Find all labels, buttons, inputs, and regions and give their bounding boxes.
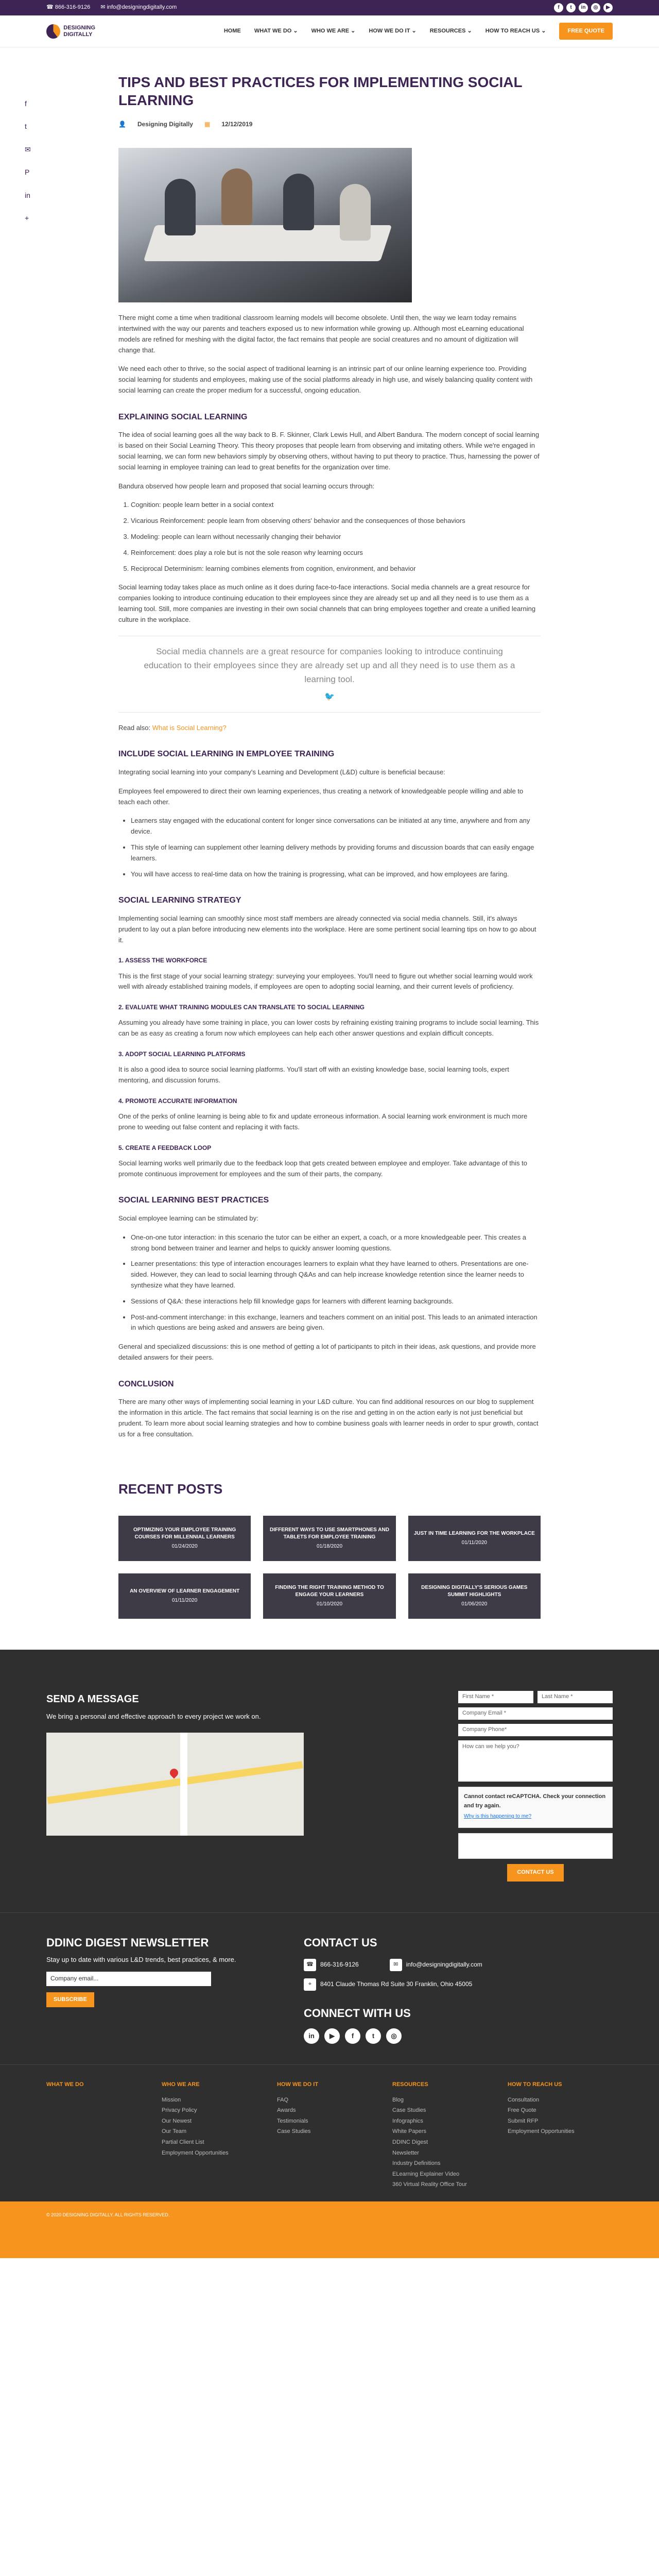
footer-link[interactable]: Testimonials	[277, 2117, 308, 2124]
footer-link[interactable]: Newsletter	[392, 2149, 419, 2156]
hero-image	[118, 148, 412, 302]
list-item: 4. Reinforcement: does play a role but is not the sole reason why learning occurs	[131, 548, 541, 558]
page-title: TIPS AND BEST PRACTICES FOR IMPLEMENTING SOCIAL LEARNING	[118, 74, 523, 108]
footer-link[interactable]: Free Quote	[508, 2107, 536, 2114]
footer	[0, 1650, 659, 2258]
contact-email[interactable]: ✉ info@designingdigitally.com	[390, 1959, 482, 1971]
hero-person	[283, 174, 314, 230]
section-heading: INCLUDE SOCIAL LEARNING IN EMPLOYEE TRAINING	[118, 750, 335, 759]
share-twitter-icon[interactable]: t	[25, 122, 27, 131]
sub-heading: 1. ASSESS THE WORKFORCE	[118, 957, 207, 964]
list-item: • This style of learning can supplement other learning delivery methods by providing forums and discussion boards that can easily engage learners.	[131, 842, 541, 864]
paragraph: Assuming you already have some training in place, you can lower costs by refraining existing training programs to include social learning. This can be as easy as creating a forum now which employees can help each other answer questions and explain difficult concepts.	[118, 1019, 539, 1038]
footer-link[interactable]: Mission	[162, 2096, 181, 2103]
top-bar	[0, 0, 659, 15]
newsletter-contact	[0, 1912, 659, 2064]
read-also: Read also: What is Social Learning?	[118, 723, 227, 732]
nav-reach-us[interactable]: HOW TO REACH US ⌄	[485, 27, 546, 34]
nav-home[interactable]: HOME	[223, 27, 241, 34]
sub-heading: 5. CREATE A FEEDBACK LOOP	[118, 1144, 212, 1151]
paragraph: One of the perks of online learning is being able to fix and update erroneous information. A social learning work environment is much more prone to weeding out false content and replacing it with facts.	[118, 1112, 528, 1131]
footer-link[interactable]: Employment Opportunities	[508, 2128, 575, 2135]
subscribe-button[interactable]: SUBSCRIBE	[46, 1992, 94, 2008]
paragraph: Implementing social learning can smoothly since most staff members are already connected via social media channels. Still, it's always prudent to lay out a plan before introducing new elements into the workplace. Here are some pertinent social learning tips on how to go about it.	[118, 914, 536, 944]
paragraph: Social employee learning can be stimulated by:	[118, 1214, 258, 1222]
post-card[interactable]: AN OVERVIEW OF LEARNER ENGAGEMENT 01/11/2020	[118, 1573, 251, 1619]
footer-link[interactable]: Case Studies	[277, 2128, 311, 2135]
youtube-icon[interactable]: ▶	[324, 2028, 340, 2044]
author[interactable]: Designing Digitally	[137, 121, 193, 128]
paragraph: General and specialized discussions: this is one method of getting a lot of participants to pitch in their ideas, ask questions, and provide more detailed answers for their peers.	[118, 1343, 536, 1361]
youtube-icon[interactable]: ▶	[603, 3, 613, 12]
paragraph: Social learning today takes place as much online as it does during face-to-face interactions. Social media channels are a great resource for companies looking to introduce continuing education to their employees since they are already set up and all they need is to use them as a learning tool. Still, more companies are investing in their own social channels that can bring employees together and create a unified learning culture in the workplace.	[118, 583, 536, 623]
contact-us-button[interactable]: CONTACT US	[507, 1864, 564, 1882]
free-quote-button[interactable]: FREE QUOTE	[559, 23, 613, 40]
linkedin-icon[interactable]: in	[579, 3, 588, 12]
post-card[interactable]: DIFFERENT WAYS TO USE SMARTPHONES AND TABLETS FOR EMPLOYEE TRAINING 01/18/2020	[263, 1516, 395, 1561]
share-facebook-icon[interactable]: f	[25, 99, 27, 108]
nav-what-we-do[interactable]: WHAT WE DO ⌄	[254, 27, 298, 34]
section-heading: EXPLAINING SOCIAL LEARNING	[118, 412, 248, 421]
newsletter-sub: Stay up to date with various L&D trends, best practices, & more.	[46, 1955, 236, 1963]
map-road	[180, 1733, 187, 1836]
recent-posts	[118, 1448, 541, 1619]
list-item: • Learner presentations: this type of interaction encourages learners to explain what they have learned to others. Presentations are one-sided. However, they can lead to social learning through Q&As and can help increase knowledge retention since the learner needs to synthesize what they have learned.	[131, 1259, 541, 1291]
bandura-list	[131, 500, 541, 574]
list-item: • You will have access to real-time data on how the training is progressing, what can be improved, and how employees are faring.	[131, 869, 541, 880]
best-practices-list	[131, 1232, 541, 1333]
sub-heading: 3. ADOPT SOCIAL LEARNING PLATFORMS	[118, 1050, 246, 1058]
paragraph: There are many other ways of implementing social learning in your L&D culture. You can find additional resources on our blog to supplement the information in this article. The fact remains that social learning is on the rise and getting in on the action early is not just beneficial but prudent. To learn more about social learning strategies and how to combine business goals with learner needs in order to spur growth, contact us for a free consultation.	[118, 1398, 539, 1438]
tweet-icon[interactable]: 🐦	[324, 692, 335, 702]
list-item: 5. Reciprocal Determinism: learning combines elements from cognition, environment, and behavior	[131, 564, 541, 574]
footer-link[interactable]: Case Studies	[392, 2107, 426, 2114]
hero-person	[165, 179, 196, 235]
article	[118, 47, 541, 1439]
paragraph: This is the first stage of your social learning strategy: surveying your employees. You'll need to figure out whether social learning would work well with already established training models, if employees are open to adopting social learning, and their current levels of proficiency.	[118, 972, 533, 991]
list-item: • Learners stay engaged with the educational content for longer since conversations can be initiated at any time, anywhere and from any device.	[131, 816, 541, 837]
footer-link[interactable]: Awards	[277, 2107, 296, 2114]
calendar-icon: ▦	[204, 121, 211, 128]
post-card[interactable]: JUST IN TIME LEARNING FOR THE WORKPLACE 01/11/2020	[408, 1516, 541, 1561]
bottom-bar: © 2020 DESIGNING DIGITALLY. ALL RIGHTS RESERVED.	[0, 2201, 659, 2258]
footer-link[interactable]: Industry Definitions	[392, 2160, 441, 2167]
facebook-icon[interactable]: f	[345, 2028, 360, 2044]
list-item: 1. Cognition: people learn better in a social context	[131, 500, 541, 511]
footer-link[interactable]: Infographics	[392, 2117, 423, 2124]
post-meta	[118, 120, 541, 129]
recaptcha-box	[458, 1833, 613, 1859]
paragraph: It is also a good idea to source social learning platforms. You'll start off with an existing knowledge base, social learning tools, expert mentoring, and discussion forums.	[118, 1065, 509, 1084]
intro-paragraph: There might come a time when traditional classroom learning models will become obsolete. Until then, the way we learn today remains intertwined with the way our parents and teachers exposed us to new information while growing up. Although most eLearning educational models are refined for meshing with the digital factor, the fact remains that people are social creatures and no amount of digitization will change that.	[118, 314, 524, 354]
nav-how-we-do-it[interactable]: HOW WE DO IT ⌄	[369, 27, 417, 34]
linkedin-icon[interactable]: in	[304, 2028, 319, 2044]
email-link[interactable]: ✉ info@designingdigitally.com	[100, 4, 177, 11]
footer-link[interactable]: Employment Opportunities	[162, 2149, 229, 2156]
footer-link[interactable]: Submit RFP	[508, 2117, 539, 2124]
author-icon: 👤	[118, 121, 126, 128]
first-name-field[interactable]: First Name *	[458, 1691, 533, 1703]
footer-link[interactable]: 360 Virtual Reality Office Tour	[392, 2181, 467, 2188]
instagram-icon[interactable]: ◎	[591, 3, 600, 12]
last-name-field[interactable]: Last Name *	[537, 1691, 613, 1703]
location-map[interactable]	[46, 1733, 304, 1836]
footer-link[interactable]: ELearning Explainer Video	[392, 2171, 460, 2177]
connect-title: CONNECT WITH US	[304, 2006, 411, 2020]
footer-link[interactable]: Partial Client List	[162, 2139, 204, 2145]
phone-icon: ☎	[304, 1959, 316, 1971]
benefits-list	[131, 816, 541, 879]
post-card[interactable]: FINDING THE RIGHT TRAINING METHOD TO ENGAGE YOUR LEARNERS 01/10/2020	[263, 1573, 395, 1619]
section-heading: CONCLUSION	[118, 1379, 174, 1388]
footer-social	[304, 2028, 520, 2044]
email-icon: ✉	[390, 1959, 402, 1971]
post-date: 12/12/2019	[221, 121, 253, 128]
list-item: • One-on-one tutor interaction: in this scenario the tutor can be either an expert, a coach, or a more knowledgeable peer. This creates a strong bond between trainer and learner and helps to quickly answer looming questions.	[131, 1232, 541, 1254]
share-more-icon[interactable]: +	[25, 213, 29, 222]
post-card[interactable]: DESIGNING DIGITALLY'S SERIOUS GAMES SUMMIT HIGHLIGHTS 01/06/2020	[408, 1573, 541, 1619]
contact-form	[458, 1691, 613, 1882]
twitter-icon[interactable]: t	[366, 2028, 381, 2044]
share-linkedin-icon[interactable]: in	[25, 191, 30, 199]
list-item: • Sessions of Q&A: these interactions help fill knowledge gaps for learners with different learning backgrounds.	[131, 1296, 541, 1307]
nav-resources[interactable]: RESOURCES ⌄	[429, 27, 472, 34]
sub-heading: 4. PROMOTE ACCURATE INFORMATION	[118, 1097, 237, 1105]
header	[0, 15, 659, 47]
map-road	[47, 1761, 303, 1804]
send-message-title: SEND A MESSAGE	[46, 1693, 139, 1705]
list-item: 2. Vicarious Reinforcement: people learn from observing others' behavior and the consequences of those behaviors	[131, 516, 541, 527]
intro-paragraph: We need each other to thrive, so the social aspect of traditional learning is an intrinsic part of our online learning experience too. Providing social learning for students and employees, making use of the social platforms already in high use, and wisely balancing quality content with social learning can create the proper medium for a successful, ongoing education.	[118, 365, 533, 394]
share-pinterest-icon[interactable]: P	[25, 168, 30, 177]
hero-person	[340, 184, 371, 241]
footer-link[interactable]: Our Newest	[162, 2117, 192, 2124]
recent-posts-grid	[118, 1516, 541, 1619]
message-textarea[interactable]: How can we help you?	[458, 1740, 613, 1782]
paragraph: The idea of social learning goes all the way back to B. F. Skinner, Clark Lewis Hull, and Albert Bandura. The modern concept of social learning is based on their Social Learning Theory. This theory proposes that people learn from observing and imitating others. While we're engaged in social learning, we can form new behaviors simply by observing others, without having to put theory to practice. Thus, harnessing the power of social learning in employee training can lead to great benefits for the organization over time.	[118, 431, 540, 471]
section-heading: SOCIAL LEARNING STRATEGY	[118, 896, 241, 905]
main-nav	[224, 23, 613, 40]
paragraph: Bandura observed how people learn and proposed that social learning occurs through:	[118, 482, 375, 490]
pull-quote: Social media channels are a great resource for companies looking to introduce continuing education to their employees since they are already set up and all they need is to use them as a learning tool. 🐦	[118, 636, 541, 713]
recaptcha-help-link[interactable]: Why is this happening to me?	[464, 1814, 532, 1820]
contact-title: CONTACT US	[304, 1936, 377, 1949]
logo-mark	[46, 24, 60, 39]
list-item: • Post-and-comment interchange: in this exchange, learners and teachers comment on an initial post. This leads to an animated interaction in which questions are being asked and answers are being given.	[131, 1312, 541, 1334]
send-message-sub: We bring a personal and effective approach to every project we work on.	[46, 1713, 261, 1721]
footer-link[interactable]: Consultation	[508, 2096, 540, 2103]
top-social	[554, 3, 613, 12]
read-also-link[interactable]: What is Social Learning?	[152, 723, 227, 732]
newsletter-title: DDINC DIGEST NEWSLETTER	[46, 1936, 209, 1949]
footer-link[interactable]: White Papers	[392, 2128, 427, 2135]
contact-address[interactable]: ⌖ 8401 Claude Thomas Rd Suite 30 Franklin, Ohio 45005	[304, 1978, 472, 1991]
facebook-icon[interactable]: f	[554, 3, 563, 12]
share-email-icon[interactable]: ✉	[25, 145, 31, 154]
send-message-section	[0, 1650, 659, 1912]
share-bar	[25, 98, 31, 224]
footer-link[interactable]: Blog	[392, 2096, 404, 2103]
paragraph: Employees feel empowered to direct their own learning experiences, thus creating a network of knowledgeable people willing and able to teach each other.	[118, 787, 524, 806]
section-heading: SOCIAL LEARNING BEST PRACTICES	[118, 1196, 269, 1205]
map-pin-icon	[168, 1767, 180, 1779]
footer-link[interactable]: DDINC Digest	[392, 2139, 428, 2145]
location-icon: ⌖	[304, 1978, 316, 1991]
paragraph: Social learning works well primarily due to the feedback loop that gets created between employee and employer. Take advantage of this to promote continuous improvement for employees and the sum of their parts, the company.	[118, 1159, 527, 1178]
footer-link[interactable]: Privacy Policy	[162, 2107, 197, 2114]
contact-phone[interactable]: ☎ 866-316-9126	[304, 1959, 359, 1971]
recent-posts-title: RECENT POSTS	[118, 1481, 223, 1497]
logo[interactable]: DESIGNING DIGITALLY	[46, 22, 95, 41]
footer-link[interactable]: FAQ	[277, 2096, 289, 2103]
newsletter-email-input[interactable]: Company email...	[46, 1972, 211, 1986]
footer-links: WHAT WE DO WHO WE ARE Mission Privacy Policy Our Newest Our Team Partial Client List Employment Opportunities HOW WE DO IT FAQ Awards Testimonials Case Studies RESOURCES Blog Case Studies Infographics White Papers DDINC Digest Newsletter Industry Definitions ELearning Explainer Video 360 Virtual Reality Office Tour HOW TO REACH US Consultation Free Quote Submit RFP Employment Opportunities	[0, 2064, 659, 2201]
company-phone-field[interactable]: Company Phone*	[458, 1724, 613, 1736]
paragraph: Integrating social learning into your company's Learning and Development (L&D) culture is beneficial because:	[118, 768, 445, 776]
twitter-icon[interactable]: t	[566, 3, 576, 12]
recaptcha[interactable]: Cannot contact reCAPTCHA. Check your connection and try again. Why is this happening to me?	[458, 1787, 613, 1828]
sub-heading: 2. EVALUATE WHAT TRAINING MODULES CAN TRANSLATE TO SOCIAL LEARNING	[118, 1004, 365, 1011]
post-card[interactable]: OPTIMIZING YOUR EMPLOYEE TRAINING COURSES FOR MILLENNIAL LEARNERS 01/24/2020	[118, 1516, 251, 1561]
list-item: 3. Modeling: people can learn without necessarily changing their behavior	[131, 532, 541, 543]
footer-link[interactable]: Our Team	[162, 2128, 187, 2135]
hero-person	[221, 168, 252, 225]
company-email-field[interactable]: Company Email *	[458, 1707, 613, 1720]
nav-who-we-are[interactable]: WHO WE ARE ⌄	[311, 27, 356, 34]
phone-link[interactable]: ☎ 866-316-9126	[46, 4, 91, 11]
instagram-icon[interactable]: ◎	[386, 2028, 402, 2044]
